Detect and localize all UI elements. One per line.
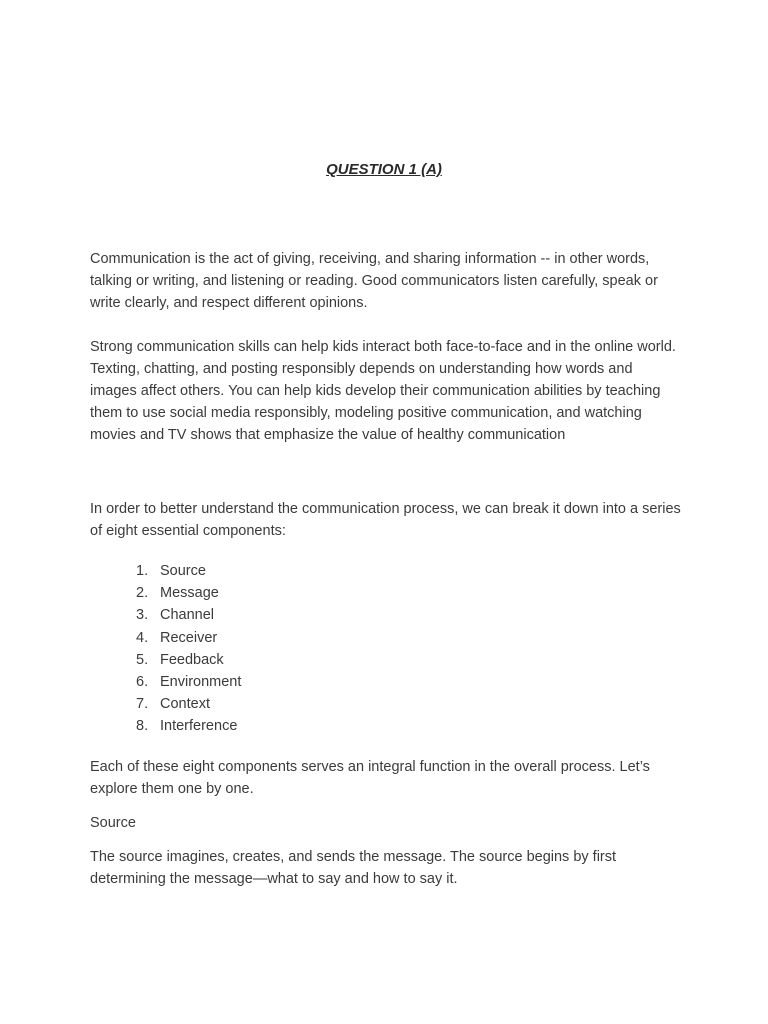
document-title: QUESTION 1 (A)	[326, 161, 442, 178]
list-item	[136, 604, 682, 626]
document-body	[90, 248, 682, 890]
paragraph-components-summary: Each of these eight components serves an integral function in the overall process. Let’s explore them one by one.	[90, 758, 650, 797]
components-list	[90, 560, 682, 738]
list-number: 3.	[136, 607, 149, 624]
list-number: 5.	[136, 651, 149, 668]
list-label: Environment	[160, 674, 242, 691]
paragraph-source: The source imagines, creates, and sends the message. The source begins by first determining the message—what to say and how to say it.	[90, 848, 617, 887]
section-heading-source: Source	[90, 814, 136, 831]
paragraph-definition: Communication is the act of giving, receiving, and sharing information -- in other words, talking or writing, and listening or reading. Good communicators listen carefully, speak or write clearly, and respect different opinions.	[90, 251, 658, 311]
list-number: 1.	[136, 563, 149, 579]
list-number: 7.	[136, 696, 149, 713]
list-number: 4.	[136, 629, 149, 646]
list-label: Message	[160, 585, 219, 602]
list-item	[136, 693, 682, 715]
list-number: 6.	[136, 674, 149, 691]
list-item	[136, 627, 682, 649]
list-label: Feedback	[160, 651, 224, 668]
list-number: 8.	[136, 718, 149, 735]
list-item	[136, 715, 682, 737]
list-label: Channel	[160, 607, 215, 624]
paragraph-skills: Strong communication skills can help kids interact both face-to-face and in the online world. Texting, chatting, and posting responsibly depends on understanding how words and images affect others. You can help kids develop their communication abilities by teaching them to use social media responsibly, modeling positive communication, and watching movies and TV shows that emphasize the value of healthy communication	[90, 339, 676, 443]
list-item	[136, 671, 682, 693]
list-item	[136, 582, 682, 604]
list-label: Context	[160, 696, 210, 713]
list-label: Interference	[160, 718, 238, 735]
list-item	[136, 649, 682, 671]
list-label: Receiver	[160, 629, 218, 646]
list-label: Source	[160, 563, 206, 579]
list-number: 2.	[136, 585, 149, 602]
list-item	[136, 560, 682, 582]
paragraph-process-intro: In order to better understand the communication process, we can break it down into a series of eight essential components:	[90, 501, 681, 539]
